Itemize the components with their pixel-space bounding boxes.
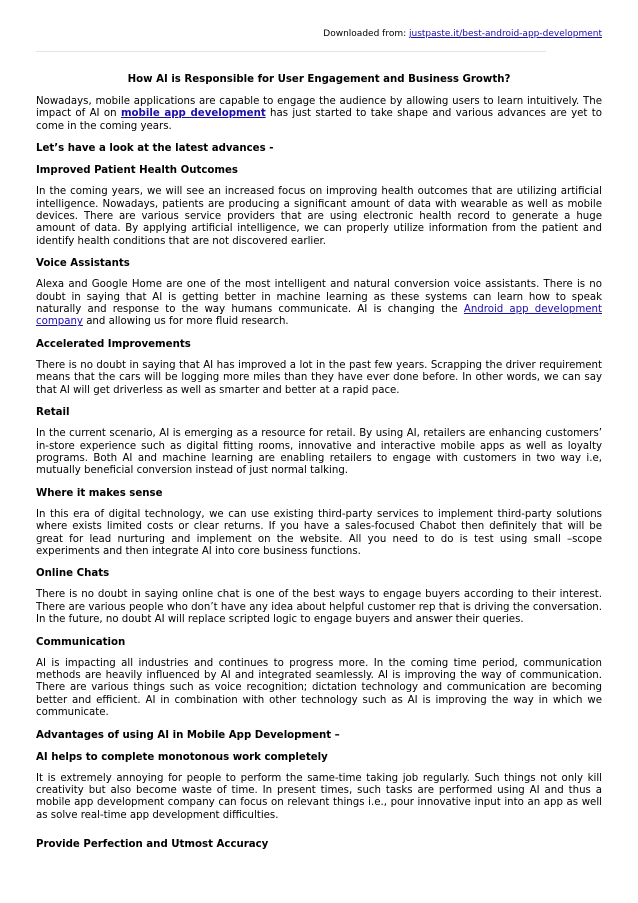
intro-paragraph xyxy=(36,96,602,133)
download-prefix: Downloaded from: xyxy=(323,29,409,39)
intro-text-after: has just started to take shape and various advances are yet to come in the coming years. xyxy=(36,108,602,132)
voice-text-before: Alexa and Google Home are one of the most intelligent and natural conversion voice assistants. There is no doubt in saying that AI is getting better in machine learning as these systems can learn how to speak naturally and response to the way humans communicate. AI is changing the xyxy=(36,279,602,316)
accelerated-paragraph: There is no doubt in saying that AI has improved a lot in the past few years. Scrapping the driver requirement means that the cars will be logging more miles than they have ever done before. In other words, we can say that AI will get driverless as well as smarter and better at a rapid pace. xyxy=(36,359,602,396)
android-app-development-link[interactable]: Android app development company xyxy=(36,304,602,328)
sense-paragraph: In this era of digital technology, we can use existing third-party services to implement third-party solutions where exists limited costs or clear returns. If you have a sales-focused Chabot then definitely that will be great for lead nurturing and implement on the website. All you need to do is test using small –scope experiments and then integrate AI into core business functions. xyxy=(36,508,602,557)
voice-paragraph xyxy=(36,279,602,329)
advantages-heading: Advantages of using AI in Mobile App Development – xyxy=(36,729,340,741)
monotonous-paragraph: It is extremely annoying for people to perform the same-time taking job regularly. Such things not only kill creativity but also become waste of time. In present times, such tasks are performed using AI and thus a mobile app development company can focus on relevant things i.e., pour innovative input into an app as well as solve real-time app development difficulties. xyxy=(36,772,602,821)
article-title: How AI is Responsible for User Engagement and Business Growth? xyxy=(127,74,511,85)
chats-heading: Online Chats xyxy=(36,568,110,580)
health-heading: Improved Patient Health Outcomes xyxy=(36,165,238,177)
health-paragraph: In the coming years, we will see an increased focus on improving health outcomes that are utilizing artificial intelligence. Nowadays, patients are producing a significant amount of data with wearable as well as mobile devices. There are various service providers that are using electronic health record to generate a huge amount of data. By applying artificial intelligence, we can properly utilize information from the patient and identify health conditions that are not discovered earlier. xyxy=(36,186,602,247)
retail-heading: Retail xyxy=(36,407,70,419)
accelerated-heading: Accelerated Improvements xyxy=(36,338,191,350)
communication-paragraph: AI is impacting all industries and continues to progress more. In the coming time period, communication methods are heavily influenced by AI and integrated seamlessly. AI is improving the way of communication. There are various things such as voice recognition; dictation technology and communication are becoming better and efficient. AI in combination with other technology such as AI is improving the way in which we communicate. xyxy=(36,657,602,719)
advances-heading: Let’s have a look at the latest advances - xyxy=(36,143,274,155)
voice-heading: Voice Assistants xyxy=(36,258,130,270)
chats-paragraph: There is no doubt in saying online chat is one of the best ways to engage buyers according to their interest. There are various people who don’t have any idea about helpful customer rep that is driving the conversation. In the future, no doubt AI will replace scripted logic to engage buyers and answer their queries. xyxy=(36,589,602,626)
mobile-app-development-link[interactable]: mobile app development xyxy=(120,108,266,120)
download-source xyxy=(323,29,602,39)
communication-heading: Communication xyxy=(36,636,126,648)
intro-text-before: Nowadays, mobile applications are capable to engage the audience by allowing users to learn intuitively. The impact of AI on xyxy=(36,96,602,120)
article xyxy=(36,73,602,860)
spacer xyxy=(36,831,602,838)
monotonous-heading: AI helps to complete monotonous work completely xyxy=(36,751,328,763)
voice-text-after: and allowing us for more fluid research. xyxy=(82,316,289,328)
sense-heading: Where it makes sense xyxy=(36,487,163,499)
retail-paragraph: In the current scenario, AI is emerging as a resource for retail. By using AI, retailers are enhancing customers’ in-store experience such as digital fitting rooms, innovative and interactive mobile apps as well as loyalty programs. Both AI and machine learning are enabling retailers to engage with customers in two way i.e, mutually beneficial conversion instead of just normal talking. xyxy=(36,428,602,477)
header-divider xyxy=(36,51,546,52)
source-link[interactable]: justpaste.it/best-android-app-development xyxy=(408,29,602,39)
perfection-heading: Provide Perfection and Utmost Accuracy xyxy=(36,839,269,851)
